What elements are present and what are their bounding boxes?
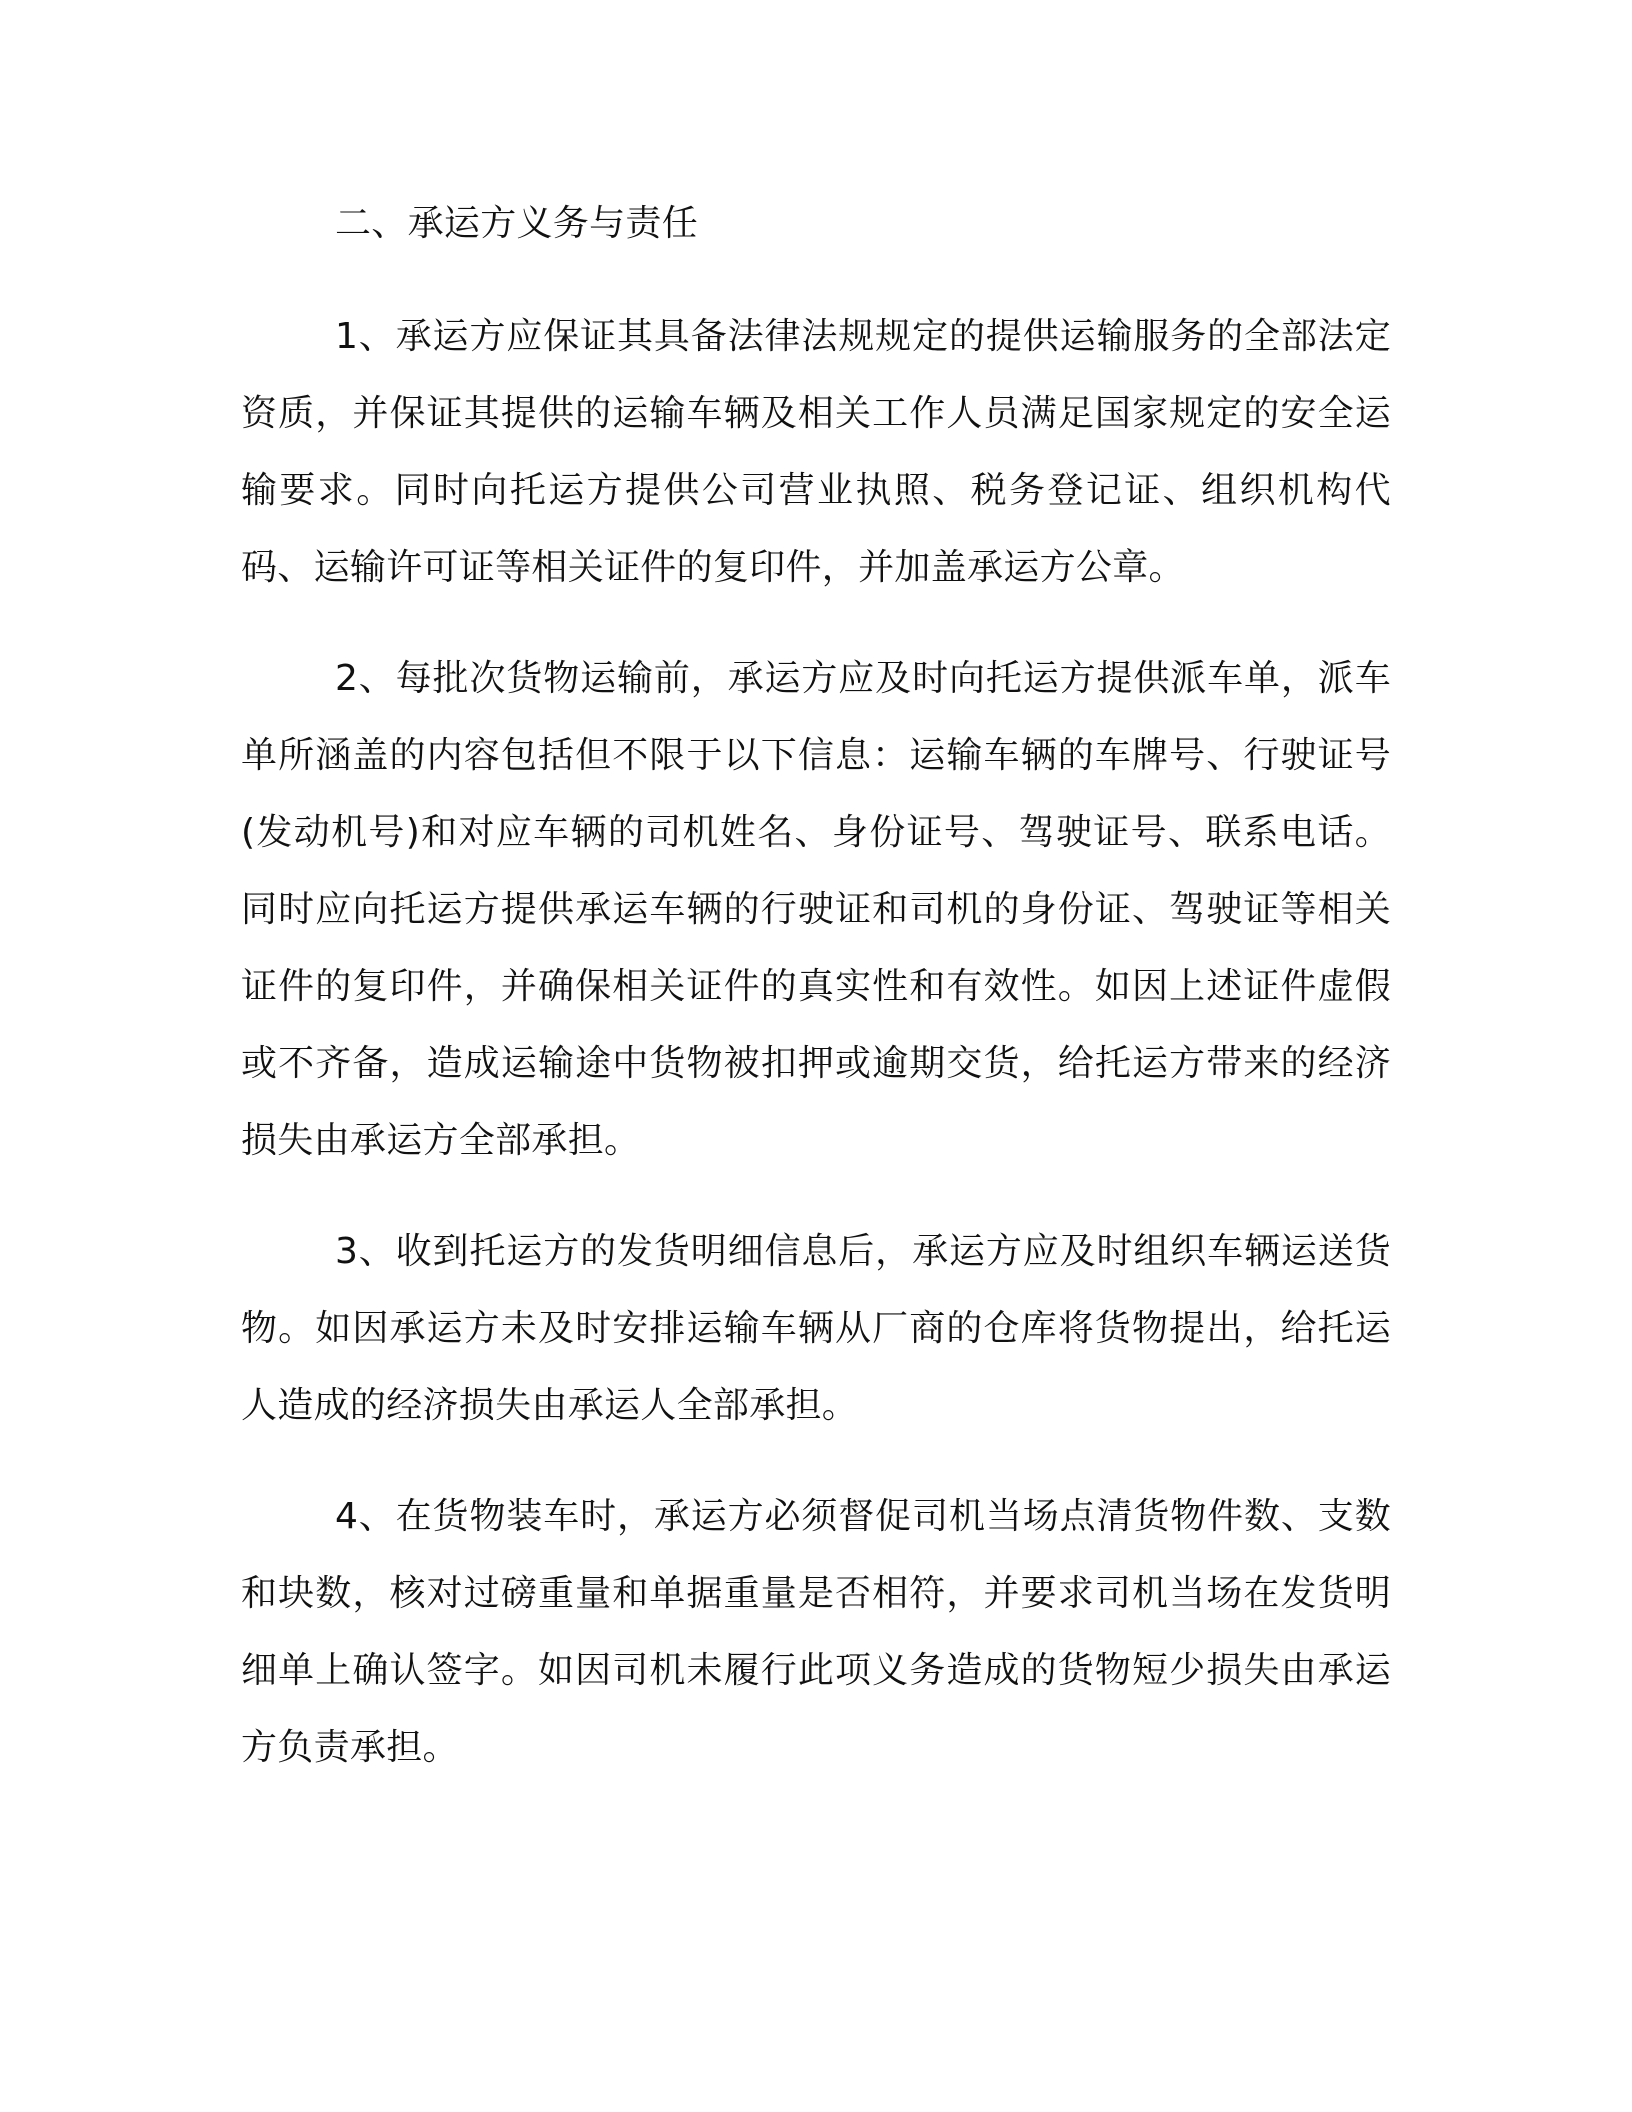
paragraph-2: 2、每批次货物运输前，承运方应及时向托运方提供派车单，派车单所涵盖的内容包括但不限于以下信息：运输车辆的车牌号、行驶证号(发动机号)和对应车辆的司机姓名、身份证号、驾驶证号、联系电话。同时应向托运方提供承运车辆的行驶证和司机的身份证、驾驶证等相关证件的复印件，并确保相关证件的真实性和有效性。如因上述证件虚假或不齐备，造成运输途中货物被扣押或逾期交货，给托运方带来的经济损失由承运方全部承担。 — [241, 658, 1391, 1161]
paragraph-4: 4、在货物装车时，承运方必须督促司机当场点清货物件数、支数和块数，核对过磅重量和单据重量是否相符，并要求司机当场在发货明细单上确认签字。如因司机未履行此项义务造成的货物短少损失由承运方负责承担。 — [241, 1496, 1391, 1768]
section-heading: 二、承运方义务与责任 — [335, 203, 699, 244]
paragraph-1: 1、承运方应保证其具备法律法规规定的提供运输服务的全部法定资质，并保证其提供的运输车辆及相关工作人员满足国家规定的安全运输要求。同时向托运方提供公司营业执照、税务登记证、组织机构代码、运输许可证等相关证件的复印件，并加盖承运方公章。 — [241, 316, 1391, 588]
paragraph-3: 3、收到托运方的发货明细信息后，承运方应及时组织车辆运送货物。如因承运方未及时安排运输车辆从厂商的仓库将货物提出，给托运人造成的经济损失由承运人全部承担。 — [241, 1231, 1391, 1426]
document-body — [241, 185, 1391, 1786]
